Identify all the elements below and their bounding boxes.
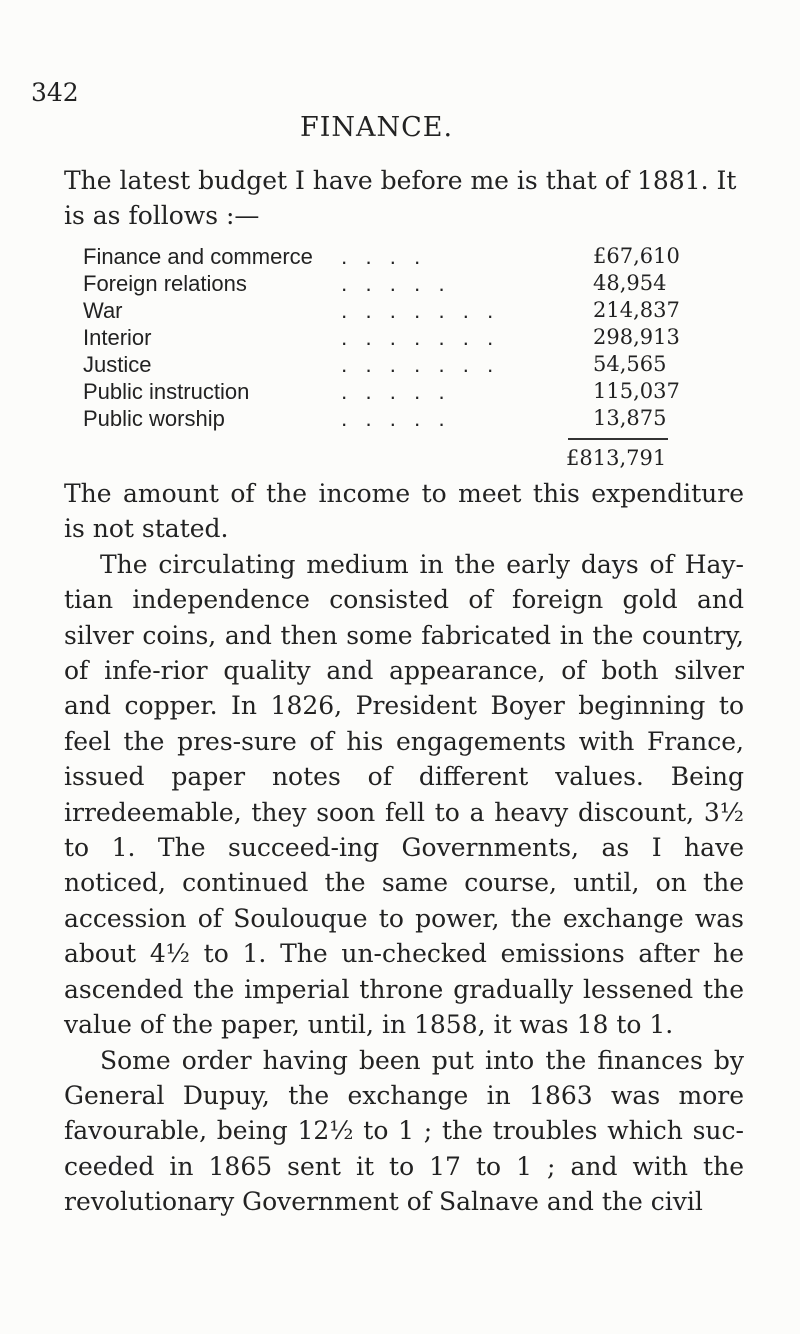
budget-row-amount: £67,610 [593,244,680,268]
budget-row-label: Interior [83,325,152,350]
paragraph: The circulating medium in the early days of Hay-tian independence consisted of foreign gold and silver coins, and then some fabricated in the country, of infe-rior quality and appearance, of both silver and copper. In 1826, President Boyer beginning to feel the pres-sure of his engagements with France, issued paper notes of different values. Being irredeemable, they soon fell to a heavy discount, 3½ to 1. The succeed-ing Governments, as I have noticed, continued the same course, until, on the accession of Soulouque to power, the exchange was about 4½ to 1. The un-checked emissions after he ascended the imperial throne gradually lessened the value of the paper, until, in 1858, it was 18 to 1. [64,549,744,1040]
budget-row-label: Justice [83,352,152,377]
body-text [64,476,744,1220]
budget-row: Justice . . . . . . . 54,565 [83,351,723,378]
paragraph: Some order having been put into the finances by General Dupuy, the exchange in 1863 was more favourable, being 12½ to 1 ; the troubles which suc-ceeded in 1865 sent it to 17 to 1 ; and with the revolutionary Government of Salnave and the civil [64,1045,744,1217]
budget-row-amount: 298,913 [593,325,680,349]
page-number: 342 [31,78,79,107]
budget-total: £813,791 [566,446,667,470]
budget-row: Foreign relations . . . . . 48,954 [83,270,723,297]
budget-row: Public worship . . . . . 13,875 [83,405,723,432]
budget-row: Finance and commerce . . . . £67,610 [83,243,723,270]
budget-row-label: Foreign relations [83,271,247,296]
budget-row: War . . . . . . . 214,837 [83,297,723,324]
running-head: FINANCE. [300,112,454,143]
budget-row-amount: 54,565 [593,352,667,376]
budget-row-amount: 214,837 [593,298,680,322]
budget-row-label: War [83,298,123,323]
budget-row-amount: 115,037 [593,379,680,403]
total-rule [568,438,668,440]
budget-row-amount: 48,954 [593,271,667,295]
budget-row-label: Public instruction [83,379,250,404]
budget-row-amount: 13,875 [593,406,667,430]
budget-row: Interior . . . . . . . 298,913 [83,324,723,351]
budget-row-label: Public worship [83,406,225,431]
budget-row-label: Finance and commerce [83,244,313,269]
budget-row: Public instruction . . . . . 115,037 [83,378,723,405]
paragraph: The amount of the income to meet this expenditure is not stated. [64,479,744,544]
intro-text: The latest budget I have before me is that of 1881. It is as follows :— [64,166,737,230]
intro-paragraph [64,163,744,233]
budget-table [83,243,723,432]
